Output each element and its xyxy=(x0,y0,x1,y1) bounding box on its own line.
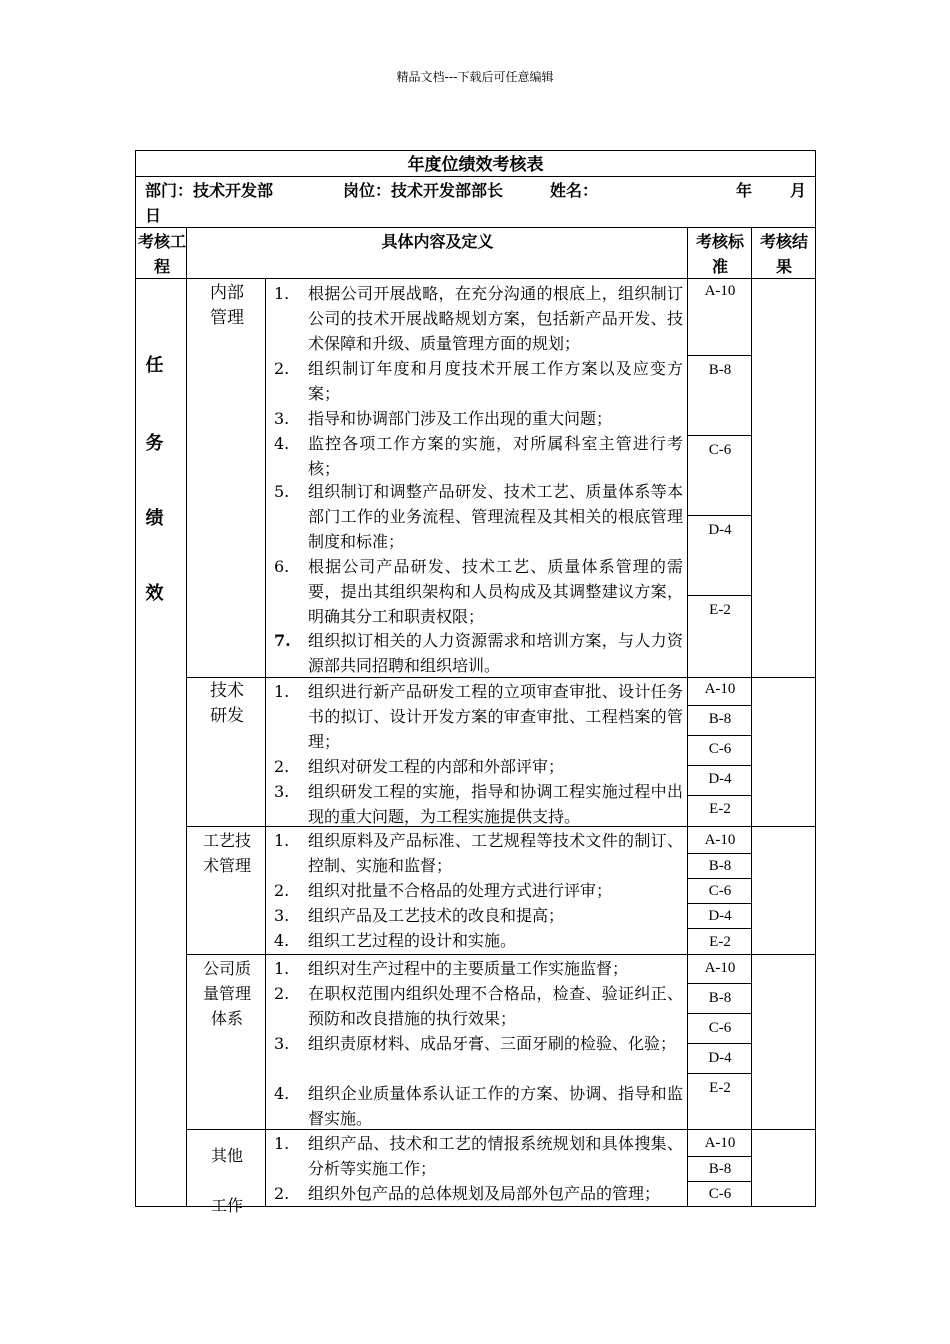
grade-cell: A-10 xyxy=(704,681,736,697)
divider xyxy=(687,1073,751,1074)
grade-cell: E-2 xyxy=(709,934,731,950)
list-item: 2. 组织外包产品的总体规划及局部外包产品的管理； xyxy=(274,1184,661,1203)
list-item: 1. 组织对生产过程中的主要质量工作实施监督； xyxy=(274,959,629,978)
section-name: 内部管理 xyxy=(210,283,244,328)
form-title: 年度位绩效考核表 xyxy=(407,155,544,175)
list-item: 4. 组织企业质量体系认证工作的方案、协调、指导和监督实施。 xyxy=(274,1084,683,1128)
divider xyxy=(687,795,751,796)
divider xyxy=(687,435,751,436)
grade-cell: C-6 xyxy=(708,442,732,458)
list-item: 3. 组织责原材料、成品牙膏、三面牙刷的检验、化验； xyxy=(274,1034,677,1053)
grade-cell: B-8 xyxy=(708,711,732,727)
grade-cell: A-10 xyxy=(704,832,736,848)
grade-cell: E-2 xyxy=(709,1080,731,1096)
grade-cell: E-2 xyxy=(709,602,731,618)
grade-cell: B-8 xyxy=(708,362,732,378)
divider xyxy=(687,1043,751,1044)
position-label: 岗位：技术开发部部长 xyxy=(343,181,504,200)
category-char: 任 xyxy=(145,355,164,376)
list-item: 2. 在职权范围内组织处理不合格品，检查、验证纠正、预防和改良措施的执行效果； xyxy=(274,984,683,1028)
list-item: 7. 组织拟订相关的人力资源需求和培训方案，与人力资源部共同招聘和组织培训。 xyxy=(274,631,683,675)
grade-cell: B-8 xyxy=(708,858,732,874)
category-char: 务 xyxy=(145,433,164,454)
grade-cell: D-4 xyxy=(708,522,732,538)
divider xyxy=(687,1013,751,1014)
divider xyxy=(136,176,815,177)
divider xyxy=(687,355,751,356)
list-item: 3. 组织产品及工艺技术的改良和提高； xyxy=(274,906,565,925)
column-result: 考核结果 xyxy=(759,232,808,276)
grade-cell: B-8 xyxy=(708,990,732,1006)
column-standard: 考核标准 xyxy=(695,232,744,276)
section-name: 工艺技术管理 xyxy=(202,831,251,875)
department-label: 部门：技术开发部 xyxy=(145,181,274,200)
grade-cell: A-10 xyxy=(704,283,736,299)
column-item: 考核工程 xyxy=(138,232,187,276)
divider xyxy=(265,278,266,1207)
grade-cell: D-4 xyxy=(708,908,732,924)
list-item: 5. 组织制订和调整产品研发、技术工艺、质量体系等本部门工作的业务流程、管理流程及其相关的根底管理制度和标准； xyxy=(274,482,683,551)
list-item: 1. 根据公司开展战略，在充分沟通的根底上，组织制订公司的技术开展战略规划方案，包括新产品开发、技术保障和升级、质量管理方面的规划； xyxy=(274,284,683,353)
list-item: 6. 根据公司产品研发、技术工艺、质量体系管理的需要，提出其组织架构和人员构成及其调整建议方案，明确其分工和职责权限； xyxy=(274,557,683,626)
day-label: 日 xyxy=(145,206,162,225)
list-item: 1. 组织原料及产品标准、工艺规程等技术文件的制订、控制、实施和监督； xyxy=(274,831,683,875)
list-item: 4. 监控各项工作方案的实施，对所属科室主管进行考核； xyxy=(274,434,683,478)
divider xyxy=(687,983,751,984)
grade-cell: C-6 xyxy=(708,883,732,899)
list-item: 3. 组织研发工程的实施，指导和协调工程实施过程中出现的重大问题，为工程实施提供支持。 xyxy=(274,782,683,826)
name-label: 姓名： xyxy=(550,181,599,200)
section-name: 其他工作 xyxy=(210,1146,243,1215)
grade-cell: D-4 xyxy=(708,771,732,787)
month-label: 月 xyxy=(790,181,807,200)
list-item: 2. 组织对批量不合格品的处理方式进行评审； xyxy=(274,881,613,900)
divider xyxy=(186,954,815,955)
grade-cell: A-10 xyxy=(704,1135,736,1151)
section-name: 技术研发 xyxy=(210,681,244,726)
divider xyxy=(186,227,187,1207)
performance-form xyxy=(135,150,816,1215)
divider xyxy=(751,227,752,1207)
category-char: 绩 xyxy=(145,508,164,529)
divider xyxy=(186,826,815,827)
list-item: 3. 指导和协调部门涉及工作出现的重大问题； xyxy=(274,409,613,428)
list-item: 1. 组织产品、技术和工艺的情报系统规划和具体搜集、分析等实施工作； xyxy=(274,1134,683,1178)
list-item: 1. 组织进行新产品研发工程的立项审查审批、设计任务书的拟订、设计开发方案的审查审批、工程档案的管理； xyxy=(274,682,683,751)
divider xyxy=(136,227,815,228)
divider xyxy=(687,705,751,706)
grade-cell: C-6 xyxy=(708,1186,732,1202)
header-note: 精品文档---下载后可任意编辑 xyxy=(396,70,554,84)
divider xyxy=(687,928,751,929)
divider xyxy=(186,1129,815,1130)
column-content: 具体内容及定义 xyxy=(381,232,494,251)
grade-cell: C-6 xyxy=(708,741,732,757)
grade-cell: D-4 xyxy=(708,1050,732,1066)
divider xyxy=(687,735,751,736)
list-item: 2. 组织制订年度和月度技术开展工作方案以及应变方案； xyxy=(274,359,683,403)
section-name: 公司质量管理体系 xyxy=(202,959,251,1028)
list-item: 2. 组织对研发工程的内部和外部评审； xyxy=(274,757,565,776)
grade-cell: B-8 xyxy=(708,1161,732,1177)
divider xyxy=(687,765,751,766)
divider xyxy=(687,515,751,516)
year-label: 年 xyxy=(736,181,753,200)
divider xyxy=(687,227,688,1207)
grade-cell: C-6 xyxy=(708,1020,732,1036)
category-char: 效 xyxy=(145,583,164,604)
divider xyxy=(687,595,751,596)
grade-cell: A-10 xyxy=(704,960,736,976)
list-item: 4. 组织工艺过程的设计和实施。 xyxy=(274,931,517,950)
grade-cell: E-2 xyxy=(709,801,731,817)
